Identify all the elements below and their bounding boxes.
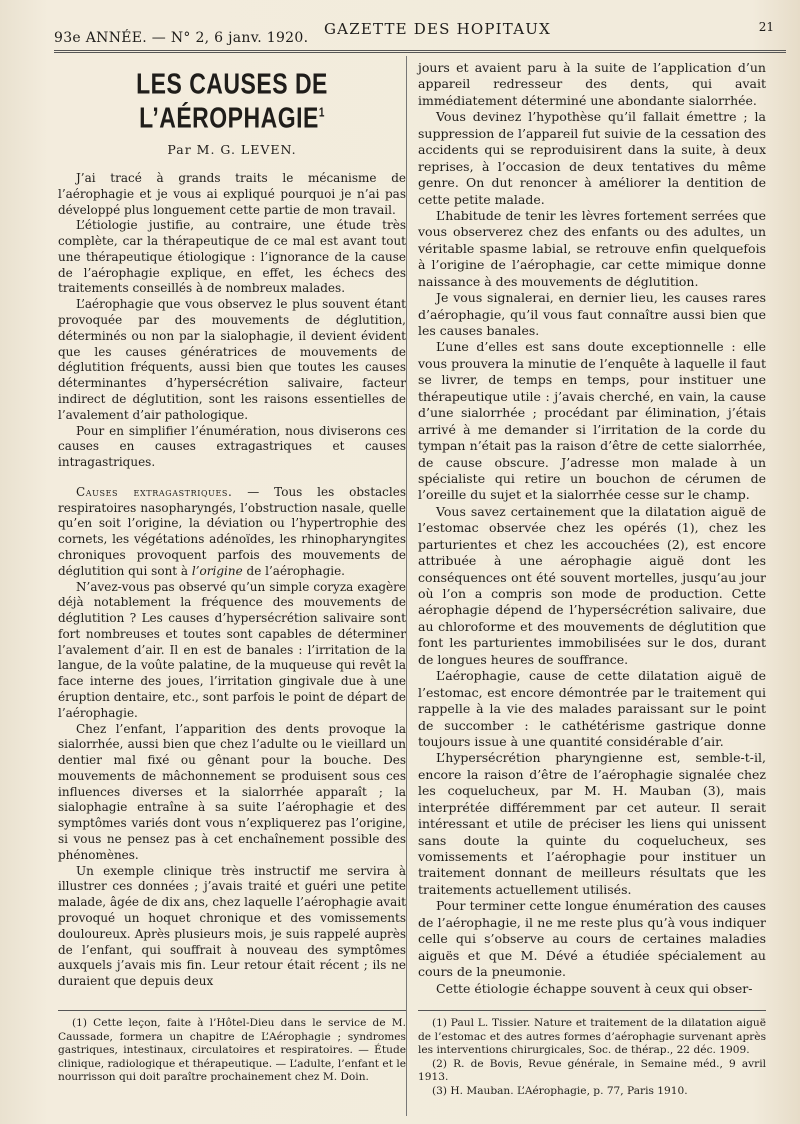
paragraph: Un exemple clinique très instructif me servira à illustrer ces données ; j’avais traité et guéri une petite malade, âgée de dix ans, chez laquelle l’aérophagie avait provoqué un hoquet chronique et des vomissements douloureux. Après plusieurs mois, je suis rappelé auprès de l’enfant, qui souffrait à nouveau des symptômes auxquels j’avais mis fin. Leur retour était récent ; ils ne duraient que depuis deux	[58, 863, 406, 989]
footnote-rule	[58, 1010, 406, 1011]
title-footnote-mark: 1	[318, 106, 325, 121]
footnote: (1) Cette leçon, faite à l’Hôtel-Dieu dans le service de M. Caussade, formera un chapitre de L’Aérophagie ; syndromes gastriques, intestinaux, circulatoires et respiratoires. — Étude clinique, radiologique et thérapeutique. — L’adulte, l’enfant et le nourrisson qui doit paraître prochainement chez M. Doin.	[58, 1017, 406, 1083]
paragraph: L’une d’elles est sans doute exceptionnelle : elle vous prouvera la minutie de l’enquête à laquelle il faut se livrer, de temps en temps, pour instituer une thérapeutique utile : j’avais cherché, en vain, la cause d’une sialorrhée ; procédant par élimination, j’étais arrivé à me demander si l’irritation de la corde du tympan n’était pas la raison d’être de cette sialorrhée, de cause obscure. J’adresse mon malade à un spécialiste qui retire un bouchon de cérumen de l’oreille du sujet et la sialorrhée cesse sur le champ.	[418, 339, 766, 503]
paragraph: Je vous signalerai, en dernier lieu, les causes rares d’aérophagie, qu’il vous faut connaître aussi bien que les causes banales.	[418, 290, 766, 338]
left-column	[58, 60, 406, 990]
paragraph: L’hypersécrétion pharyngienne est, semble-t-il, encore la raison d’être de l’aérophagie signalée chez les coquelucheux, par M. H. Mauban (3), mais interprétée différemment par cet auteur. Il serait intéressant et utile de préciser les liens qui unissent sans doute la quinte du coquelucheux, ses vomissements et l’aérophagie pour instituer un traitement donnant de meilleurs résultats que les traitements actuellement utilisés.	[418, 750, 766, 897]
section-paragraph	[58, 485, 406, 580]
paragraph: Vous savez certainement que la dilatation aiguë de l’estomac observée chez les opérés (1), chez les parturientes et chez les accouchées (2), est encore attribuée à une aérophagie aiguë dont les conséquences ont été souvent mortelles, jusqu’au jour où l’on a compris son mode de production. Cette aérophagie dépend de l’hypersécrétion salivaire, due au chloroforme et des mouvements de déglutition que font les parturientes immobilisées sur le dos, durant de longues heures de souffrance.	[418, 503, 766, 667]
paragraph-text: — Tous les obstacles respiratoires nasopharyngés, l’obstruction nasale, quelle qu’en soit l’origine, la déviation ou l’hypertrophie des cornets, les végétations adénoïdes, les rhinopharyngites chroniques provoquent parfois des mouvements de déglutition qui sont à	[58, 484, 406, 578]
article-title	[58, 67, 406, 135]
issue-info: 93e ANNÉE. — N° 2, 6 janv. 1920.	[54, 30, 309, 46]
byline: Par M. G. LEVEN.	[167, 142, 297, 157]
article-title-text: LES CAUSES DE L’AÉROPHAGIE	[136, 67, 328, 134]
paragraph: L’étiologie justifie, au contraire, une étude très complète, car la thérapeutique de ce mal est avant tout une thérapeutique étiologique : l’ignorance de la cause de l’aérophagie explique, en effet, les échecs des traitements conseillés à de nombreux malades.	[58, 218, 406, 296]
footnote: (1) Paul L. Tissier. Nature et traitement de la dilatation aiguë de l’estomac et des autres formes d’aérophagie survenant après les interventions chirurgicales, Soc. de thérap., 22 déc. 1909.	[418, 1017, 766, 1056]
footnote: (3) H. Mauban. L’Aérophagie, p. 77, Paris 1910.	[432, 1084, 688, 1097]
italic-text: l’origine	[191, 563, 243, 578]
paragraph: Vous devinez l’hypothèse qu’il fallait émettre ; la suppression de l’appareil fut suivie de la cessation des accidents qui se reproduisirent dans la suite, à deux reprises, à l’occasion de deux tentatives du même genre. On dut renoncer à améliorer la dentition de cette petite malade.	[418, 109, 766, 207]
right-column	[418, 60, 766, 997]
paragraph: L’habitude de tenir les lèvres fortement serrées que vous observerez chez des enfants ou des adultes, un véritable spasme labial, se retrouve enfin quelquefois à l’origine de l’aérophagie, car cette mimique donne naissance à des mouvements de déglutition.	[418, 207, 766, 289]
paragraph-text: de l’aérophagie.	[242, 563, 345, 578]
column-divider	[406, 56, 407, 1116]
journal-title: GAZETTE DES HOPITAUX	[324, 20, 551, 38]
footnotes-left	[58, 1010, 406, 1085]
paragraph: Pour terminer cette longue énumération des causes de l’aérophagie, il ne me reste plus qu’à vous indiquer celle qui s’observe au cours de certaines maladies aiguës et que M. Dévé a étudiée spécialement au cours de la pneumonie.	[418, 898, 766, 980]
footnote-rule	[418, 1010, 766, 1011]
footnote: (2) R. de Bovis, Revue générale, in Semaine méd., 9 avril 1913.	[418, 1057, 766, 1083]
paragraph: J’ai tracé à grands traits le mécanisme de l’aérophagie et je vous ai expliqué pourquoi je n’ai pas développé plus longuement cette partie de mon travail.	[58, 171, 406, 217]
running-header	[54, 14, 786, 53]
paragraph: L’aérophagie, cause de cette dilatation aiguë de l’estomac, est encore démontrée par le traitement qui rappelle à la vie des malades paraissant sur le point de succomber : le cathétérisme gastrique donne toujours issue à une quantité considérable d’air.	[418, 668, 766, 749]
paragraph: Cette étiologie échappe souvent à ceux qui obser-	[436, 980, 753, 996]
section-heading: Causes extragastriques.	[76, 484, 233, 499]
footnotes-right	[418, 1010, 766, 1098]
paragraph: L’aérophagie que vous observez le plus souvent étant provoquée par des mouvements de déglutition, déterminés ou non par la sialophagie, il devient évident que les causes génératrices de mouvements de déglutition fréquents, aussi bien que toutes les causes déterminantes d’hypersécrétion salivaire, facteur indirect de déglutition, sont les raisons essentielles de l’avalement d’air pathologique.	[58, 297, 406, 422]
paragraph: Pour en simplifier l’énumération, nous diviserons ces causes en causes extragastriques et causes intragastriques.	[58, 423, 406, 470]
page-number: 21	[758, 20, 774, 34]
paragraph: jours et avaient paru à la suite de l’application d’un appareil redresseur des dents, qui avait immédiatement déterminé une abondante sialorrhée.	[418, 60, 766, 108]
paragraph: N’avez-vous pas observé qu’un simple coryza exagère déjà notablement la fréquence des mouvements de déglutition ? Les causes d’hypersécrétion salivaire sont fort nombreuses et toutes sont capables de déterminer l’avalement d’air. Il en est de banales : l’irritation de la langue, de la voûte palatine, de la muqueuse qui revêt la face interne des joues, l’irritation gingivale due à une éruption dentaire, etc., sont parfois le point de départ de l’aérophagie.	[58, 579, 406, 720]
paragraph: Chez l’enfant, l’apparition des dents provoque la sialorrhée, aussi bien que chez l’adulte ou le vieillard un dentier mal fixé ou gênant pour la bouche. Des mouvements de mâchonnement se produisent sous ces influences diverses et la sialorrhée apparaît ; la sialophagie entraîne à sa suite l’aérophagie et des symptômes variés dont vous n’expliquerez pas l’origine, si vous ne pensez pas à cet enchaînement possible des phénomènes.	[58, 721, 406, 862]
